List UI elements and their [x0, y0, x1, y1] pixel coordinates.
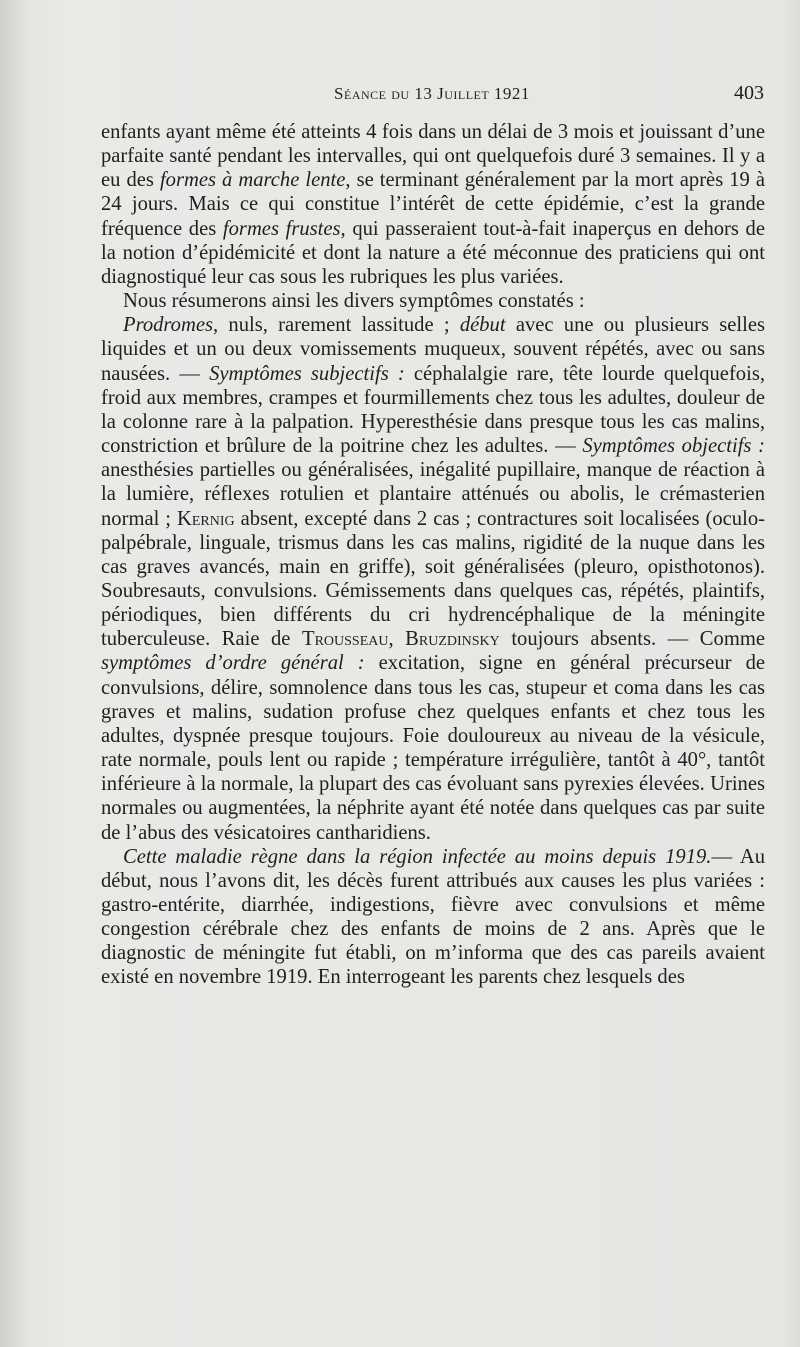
page-number: 403 [734, 82, 764, 104]
italic-text: symptômes d’ordre général : [101, 652, 365, 675]
running-head-title: Séance du 13 Juillet 1921 [334, 84, 530, 103]
text-run: Nous résumerons ainsi les divers symptômes constatés : [123, 290, 585, 313]
paragraph [101, 313, 765, 844]
italic-text: début [459, 314, 506, 337]
small-caps-name: Trousseau [301, 628, 389, 651]
text-run: , se terminant généralement par la mort après 19 à 24 jours. Mais ce qui constitue l’intérêt de cette épidémie, c’est la grande fréquence des [101, 169, 765, 240]
text-run: enfants ayant même été atteints 4 fois dans un délai de 3 mois et jouissant d’une parfaite santé pendant les intervalles, qui ont quelquefois duré 3 semaines. Il y a eu des [101, 121, 765, 192]
text-run: toujours absents. — Comme [499, 628, 765, 651]
small-caps-name: Kernig [177, 507, 235, 530]
text-run: , nuls, rarement lassitude ; [213, 314, 460, 337]
paragraph [101, 845, 765, 990]
text-run: anesthésies partielles ou généralisées, inégalité pupillaire, manque de réaction à la lumière, réflexes rotulien et plantaire atténués ou abolis, le crémasterien normal ; [101, 459, 765, 530]
text-run: , [388, 628, 406, 651]
italic-text: Symptômes subjectifs : [209, 362, 405, 385]
paragraph [101, 120, 765, 289]
italic-text: formes frustes [222, 217, 341, 240]
paragraph [101, 289, 765, 313]
text-run: absent, excepté dans 2 cas ; contractures soit localisées (oculo-palpébrale, linguale, trismus dans les cas malins, rigidité de la nuque dans les cas graves avancés, main en griffe), soit généralisées (pleuro, opisthotonos). Soubresauts, convulsions. Gémissements dans quelques cas, répétés, plaintifs, périodiques, bien différents du cri hydrencéphalique de la méningite tuberculeuse. Raie de [101, 507, 765, 651]
text-run: céphalalgie rare, tête lourde quelquefois, froid aux membres, crampes et fourmillements chez tous les adultes, douleur de la colonne rare à la palpation. Hyperesthésie dans presque tous les cas malins, constriction et brûlure de la poitrine chez les adultes. — [101, 362, 765, 458]
italic-text: Prodromes [123, 314, 213, 337]
italic-text: Symptômes objectifs : [582, 435, 765, 458]
italic-text: Cette maladie règne dans la région infectée au moins depuis 1919. [123, 845, 712, 868]
body-text [101, 120, 765, 990]
text-run: excitation, signe en général précurseur de convulsions, délire, somnolence dans tous les cas, stupeur et coma dans les cas graves et malins, sudation profuse chez quelques enfants et chez tous les adultes, dyspnée presque toujours. Foie douloureux au niveau de la vésicule, rate normale, pouls lent ou rapide ; température irrégulière, tantôt à 40°, tantôt inférieure à la normale, la plupart des cas évoluant sans pyrexies élevées. Urines normales ou augmentées, la néphrite ayant été notée dans quelques cas par suite de l’abus des vésicatoires cantharidiens. [101, 652, 766, 844]
small-caps-name: Bruzdinsky [405, 628, 500, 651]
running-head [100, 82, 764, 112]
text-run: avec une ou plusieurs selles liquides et un ou deux vomissements muqueux, souvent répétés, avec ou sans nausées. — [101, 314, 765, 385]
text-run: — Au début, nous l’avons dit, les décès furent attribués aux causes les plus variées : gastro-entérite, diarrhée, indigestions, fièvre avec convulsions et même congestion cérébrale chez des enfants de moins de 2 ans. Après que le diagnostic de méningite fut établi, on m’informa que des cas pareils avaient existé en novembre 1919. En interrogeant les parents chez lesquels des [101, 845, 765, 989]
italic-text: formes à marche lente [159, 169, 346, 192]
text-run: , qui passeraient tout-à-fait inaperçus en dehors de la notion d’épidémicité et dont la nature a été méconnue des praticiens qui ont diagnostiqué leur cas sous les rubriques les plus variées. [101, 217, 765, 288]
